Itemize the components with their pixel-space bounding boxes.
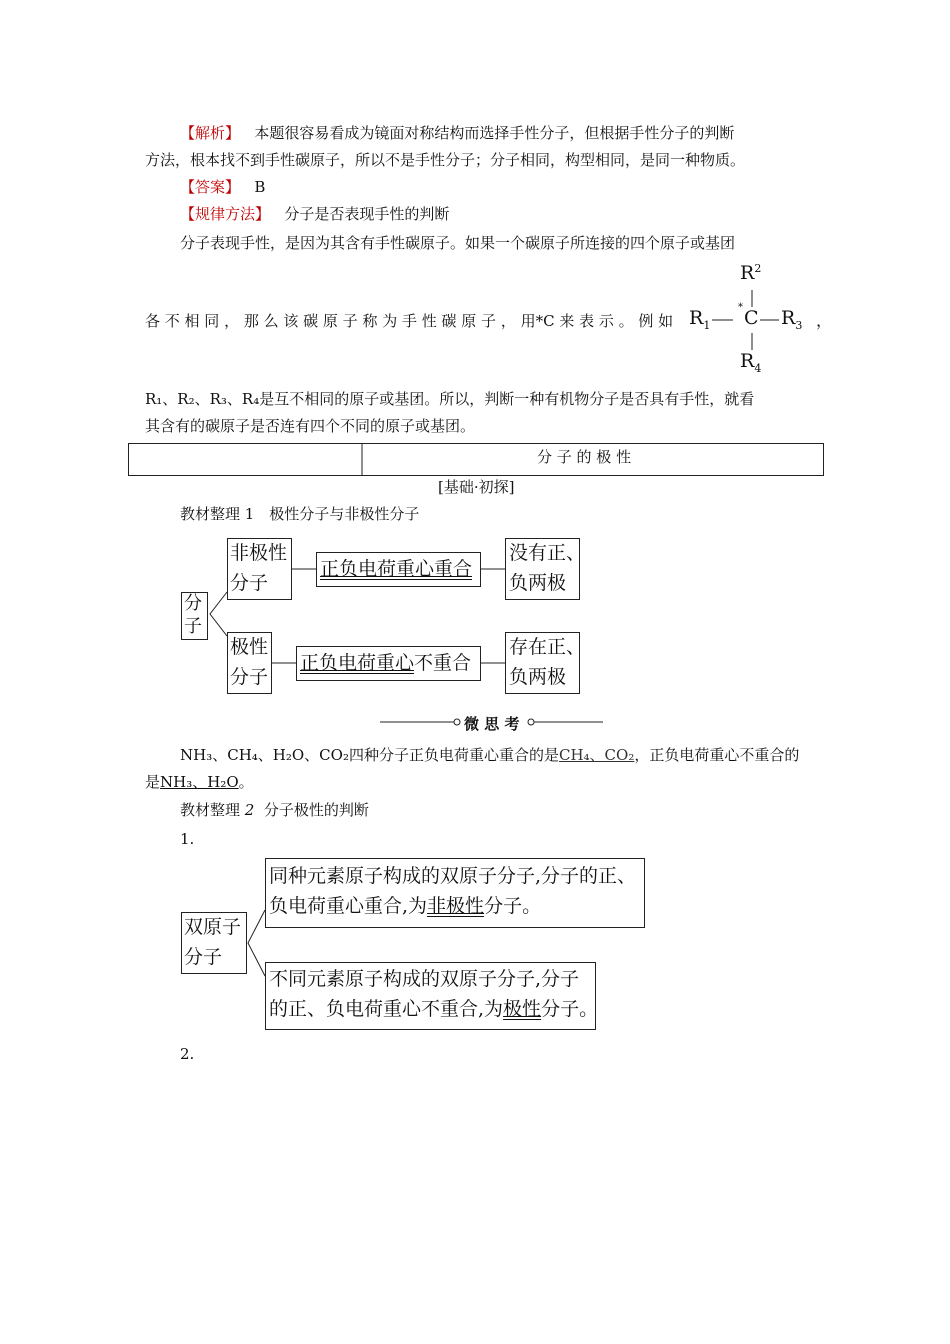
think-line-1: NH₃、CH₄、H₂O、CO₂四种分子正负电荷重心重合的是CH₄、CO₂，正负电荷重心不重合的 (180, 746, 800, 764)
section-subtitle: [基础·初探] (438, 478, 515, 496)
nonpolar-molecule-label: 非极性 分子 (230, 542, 288, 594)
bracket-2 (248, 910, 265, 976)
material1-title: 教材整理 1 极性分子与非极性分子 (180, 505, 420, 523)
section-title: 分 子 的 极 性 (537, 448, 632, 466)
r2-group: $R_2$ (740, 261, 762, 284)
think-title: 微 思 考 (464, 715, 520, 733)
think-answer-2: NH₃、H₂O (160, 773, 239, 791)
answer-value: B (254, 178, 266, 196)
non-overlap-label: 正负电荷重心不重合 (300, 652, 472, 674)
analysis-label: 【解析】 (180, 124, 241, 142)
method-label: 【规律方法】 (180, 205, 271, 223)
polar-answer: 极性 (503, 998, 542, 1020)
bracket-1 (210, 592, 227, 636)
r1-group: $R_1$ (689, 307, 711, 332)
item-1: 1. (180, 830, 195, 848)
carbon-atom: C (744, 307, 759, 329)
chiral-star: * (738, 302, 743, 313)
method-title: 分子是否表现手性的判断 (284, 205, 450, 223)
diff-element-text: 不同元素原子构成的双原子分子,分子 的正、负电荷重心不重合,为极性分子。 (269, 968, 599, 1020)
item-2: 2. (180, 1045, 195, 1063)
formula-comma: ， (816, 311, 833, 330)
answer-label: 【答案】 (180, 178, 241, 196)
think-answer-1: CH₄、CO₂ (558, 746, 635, 764)
method-text-3: R₁、R₂、R₃、R₄是互不相同的原子或基团。所以，判断一种有机物分子是否具有手性，就看 (145, 390, 755, 408)
method-text-1: 分子表现手性，是因为其含有手性碳原子。如果一个碳原子所连接的四个原子或基团 (180, 234, 736, 252)
no-poles-label: 没有正、 负两极 (509, 542, 586, 594)
polar-molecule-label: 极性 分子 (230, 636, 269, 688)
method-text-2: 各 不 相 同 ， 那 么 该 碳 原 子 称 为 手 性 碳 原 子 ， 用*C 来 表 示 。 例 如 (145, 312, 674, 330)
method-text-4: 其含有的碳原子是否连有四个不同的原子或基团。 (145, 417, 476, 435)
has-poles-label: 存在正、 负两极 (509, 636, 586, 688)
same-element-text: 同种元素原子构成的双原子分子,分子的正、 负电荷重心重合,为非极性分子。 (269, 865, 637, 917)
analysis-text-2: 方法，根本找不到手性碳原子，所以不是手性分子；分子相同，构型相同，是同一种物质。 (145, 151, 746, 169)
overlap-label: 正负电荷重心重合 (320, 558, 473, 580)
diatomic-root-label: 双原子 分子 (184, 916, 242, 968)
analysis-text-1: 本题很容易看成为镜面对称结构而选择手性分子，但根据手性分子的判断 (254, 124, 735, 142)
material2-title: 教材整理 2 分子极性的判断 (180, 801, 369, 819)
nonpolar-answer: 非极性 (427, 895, 485, 917)
r3-group: $R_3$ (781, 307, 803, 332)
think-line-2: 是NH₃、H₂O。 (145, 773, 254, 791)
molecule-root-label: 分 子 (184, 593, 202, 637)
r4-group: $R_4$ (740, 350, 762, 375)
